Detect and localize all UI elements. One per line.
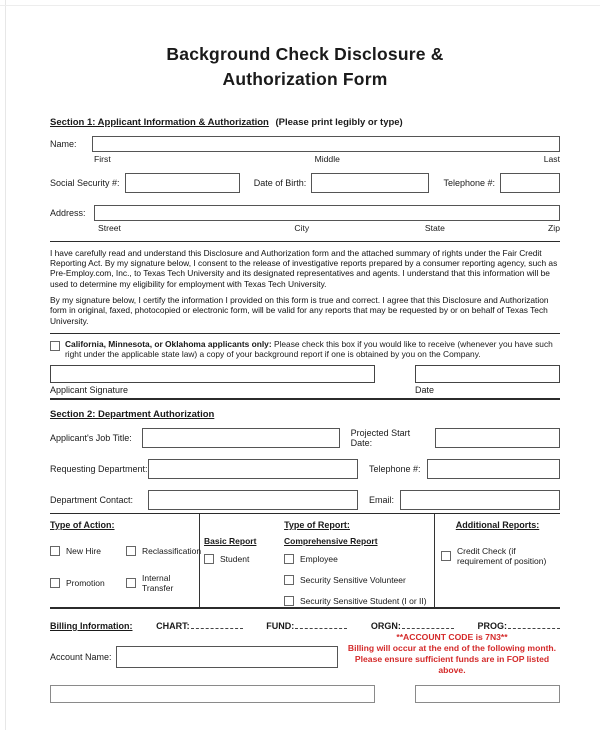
signature-date-label: Date — [415, 384, 435, 395]
fund-field — [266, 620, 347, 631]
section2-heading — [50, 409, 560, 420]
divider — [50, 241, 560, 242]
action-option — [126, 573, 201, 593]
type-of-action-heading: Type of Action: — [50, 519, 115, 530]
dept-telephone-input[interactable] — [427, 459, 560, 479]
comprehensive-report-heading: Comprehensive Report — [284, 535, 378, 546]
state-notice-bold: California, Minnesota, or Oklahoma applicants only: — [65, 339, 272, 350]
requesting-department-label: Requesting Department: — [50, 463, 148, 474]
billing-notice-line3: Please ensure sufficient funds are in FOP listed above. — [354, 654, 550, 676]
department-contact-input[interactable] — [148, 490, 358, 510]
new-hire-checkbox[interactable] — [50, 546, 60, 556]
employee-checkbox[interactable] — [284, 554, 294, 564]
name-sublabels — [94, 154, 560, 165]
city-label: City — [294, 222, 310, 233]
applicant-signature-field[interactable] — [50, 365, 375, 383]
disclosure-paragraph-1: I have carefully read and understand this Disclosure and Authorization form and the attached summary of rights under the Fair Credit Reporting Act. By my signature below, I consent to the release of investigative reports prepared by a consumer reporting agency, such as Pre-Employ.com, Inc., to Texas Tech University and its designated representatives and agents. I understand that this information will be used to determine my eligibility for employment with Texas Tech University. — [50, 247, 558, 289]
student-label: Student — [220, 553, 250, 564]
billing-notice — [344, 632, 560, 677]
state-notice-rest: Please check this box if you would like to receive (whenever you have such right under the applicable state law) a copy of your background report if one is obtained by you on the Company. — [65, 339, 553, 360]
form-title — [50, 42, 560, 93]
zip-label: Zip — [548, 222, 560, 233]
credit-check-checkbox[interactable] — [441, 551, 451, 561]
divider — [50, 333, 560, 334]
security-sensitive-volunteer-checkbox[interactable] — [284, 575, 294, 585]
applicant-signature-label: Applicant Signature — [50, 384, 129, 395]
report-option — [284, 596, 430, 606]
job-title-row — [50, 428, 560, 448]
state-notice-row — [50, 339, 560, 360]
start-date-input[interactable] — [435, 428, 560, 448]
basic-report-heading: Basic Report — [204, 535, 257, 546]
state-notice-text — [65, 339, 560, 360]
address-input[interactable] — [94, 205, 560, 221]
name-row — [50, 136, 560, 152]
type-of-report-column — [200, 514, 435, 607]
form-title-line2: Authorization Form — [222, 69, 388, 90]
divider — [50, 398, 560, 400]
last-label: Last — [543, 153, 560, 164]
department-contact-row — [50, 490, 560, 510]
bottom-signature-field[interactable] — [50, 685, 375, 703]
billing-row — [50, 620, 560, 631]
account-name-input[interactable] — [116, 646, 338, 668]
section2-heading-text: Section 2: Department Authorization — [50, 408, 215, 420]
name-label: Name: — [50, 138, 77, 149]
prog-label: PROG: — [477, 620, 507, 631]
action-option — [50, 573, 126, 593]
ssn-input[interactable] — [125, 173, 240, 193]
disclosure-paragraph-2: By my signature below, I certify the information I provided on this form is true and correct. I agree that this Disclosure and Authorization form in original, faxed, photocopied or electronic form, will be valid for any reports that may be requested by or on behalf of Texas Tech University. — [50, 295, 549, 326]
job-title-label: Applicant's Job Title: — [50, 432, 132, 443]
report-option — [439, 546, 556, 566]
chart-field — [156, 620, 243, 631]
address-sublabels — [94, 223, 560, 234]
signature-row — [50, 365, 560, 395]
type-of-action-column — [50, 514, 200, 607]
internal-transfer-checkbox[interactable] — [126, 578, 136, 588]
street-label: Street — [98, 222, 121, 233]
billing-heading: Billing Information: — [50, 620, 133, 631]
additional-reports-column — [435, 514, 560, 607]
signature-date-field[interactable] — [415, 365, 560, 383]
orgn-field — [371, 620, 454, 631]
employee-label: Employee — [300, 553, 338, 564]
ssn-label: Social Security #: — [50, 177, 120, 188]
bottom-signature-row — [50, 685, 560, 703]
chart-blank[interactable] — [191, 620, 243, 629]
start-date-label: Projected Start Date: — [350, 427, 411, 448]
security-sensitive-volunteer-label: Security Sensitive Volunteer — [300, 574, 406, 585]
account-name-row — [50, 631, 560, 677]
reclassification-label: Reclassification — [142, 545, 202, 556]
section1-heading — [50, 117, 560, 128]
security-sensitive-student-label: Security Sensitive Student (I or II) — [300, 595, 427, 606]
additional-reports-heading: Additional Reports: — [455, 519, 540, 530]
section1-heading-note: (Please print legibly or type) — [275, 116, 403, 128]
promotion-checkbox[interactable] — [50, 578, 60, 588]
dob-input[interactable] — [311, 173, 429, 193]
student-checkbox[interactable] — [204, 554, 214, 564]
address-row — [50, 205, 560, 221]
form-title-line1: Background Check Disclosure & — [166, 44, 444, 64]
telephone-label: Telephone #: — [443, 177, 495, 188]
report-options-section — [50, 513, 560, 609]
orgn-blank[interactable] — [402, 620, 454, 629]
prog-field — [477, 620, 560, 631]
state-label: State — [424, 222, 445, 233]
job-title-input[interactable] — [142, 428, 340, 448]
security-sensitive-student-checkbox[interactable] — [284, 596, 294, 606]
telephone-input[interactable] — [500, 173, 560, 193]
action-option — [50, 546, 126, 556]
fund-blank[interactable] — [295, 620, 347, 629]
name-input[interactable] — [92, 136, 560, 152]
reclassification-checkbox[interactable] — [126, 546, 136, 556]
section1-heading-text: Section 1: Applicant Information & Authorization — [50, 116, 269, 128]
requesting-department-row — [50, 459, 560, 479]
first-label: First — [94, 153, 111, 164]
dept-telephone-label: Telephone #: — [369, 463, 421, 474]
chart-label: CHART: — [156, 620, 190, 631]
prog-blank[interactable] — [508, 620, 560, 629]
type-of-report-heading: Type of Report: — [284, 519, 350, 530]
credit-check-label: Credit Check (if requirement of position) — [457, 545, 547, 566]
report-option — [204, 554, 284, 564]
state-notice-checkbox[interactable] — [50, 341, 60, 351]
bottom-date-field[interactable] — [415, 685, 560, 703]
internal-transfer-label: Internal Transfer — [142, 572, 174, 593]
fund-label: FUND: — [266, 620, 295, 631]
action-option — [126, 546, 201, 556]
orgn-label: ORGN: — [370, 620, 401, 631]
billing-notice-line1: **ACCOUNT CODE is 7N3** — [396, 631, 508, 642]
report-option — [284, 575, 430, 585]
email-input[interactable] — [400, 490, 560, 510]
promotion-label: Promotion — [66, 577, 105, 588]
address-label: Address: — [50, 207, 86, 218]
identity-row — [50, 173, 560, 193]
new-hire-label: New Hire — [66, 545, 101, 556]
department-contact-label: Department Contact: — [50, 494, 134, 505]
account-name-label: Account Name: — [50, 651, 112, 662]
dob-label: Date of Birth: — [253, 177, 307, 188]
requesting-department-input[interactable] — [148, 459, 358, 479]
billing-notice-line2: Billing will occur at the end of the following month. — [347, 642, 557, 653]
email-label: Email: — [369, 494, 395, 505]
middle-label: Middle — [314, 153, 340, 164]
report-option — [284, 554, 430, 564]
